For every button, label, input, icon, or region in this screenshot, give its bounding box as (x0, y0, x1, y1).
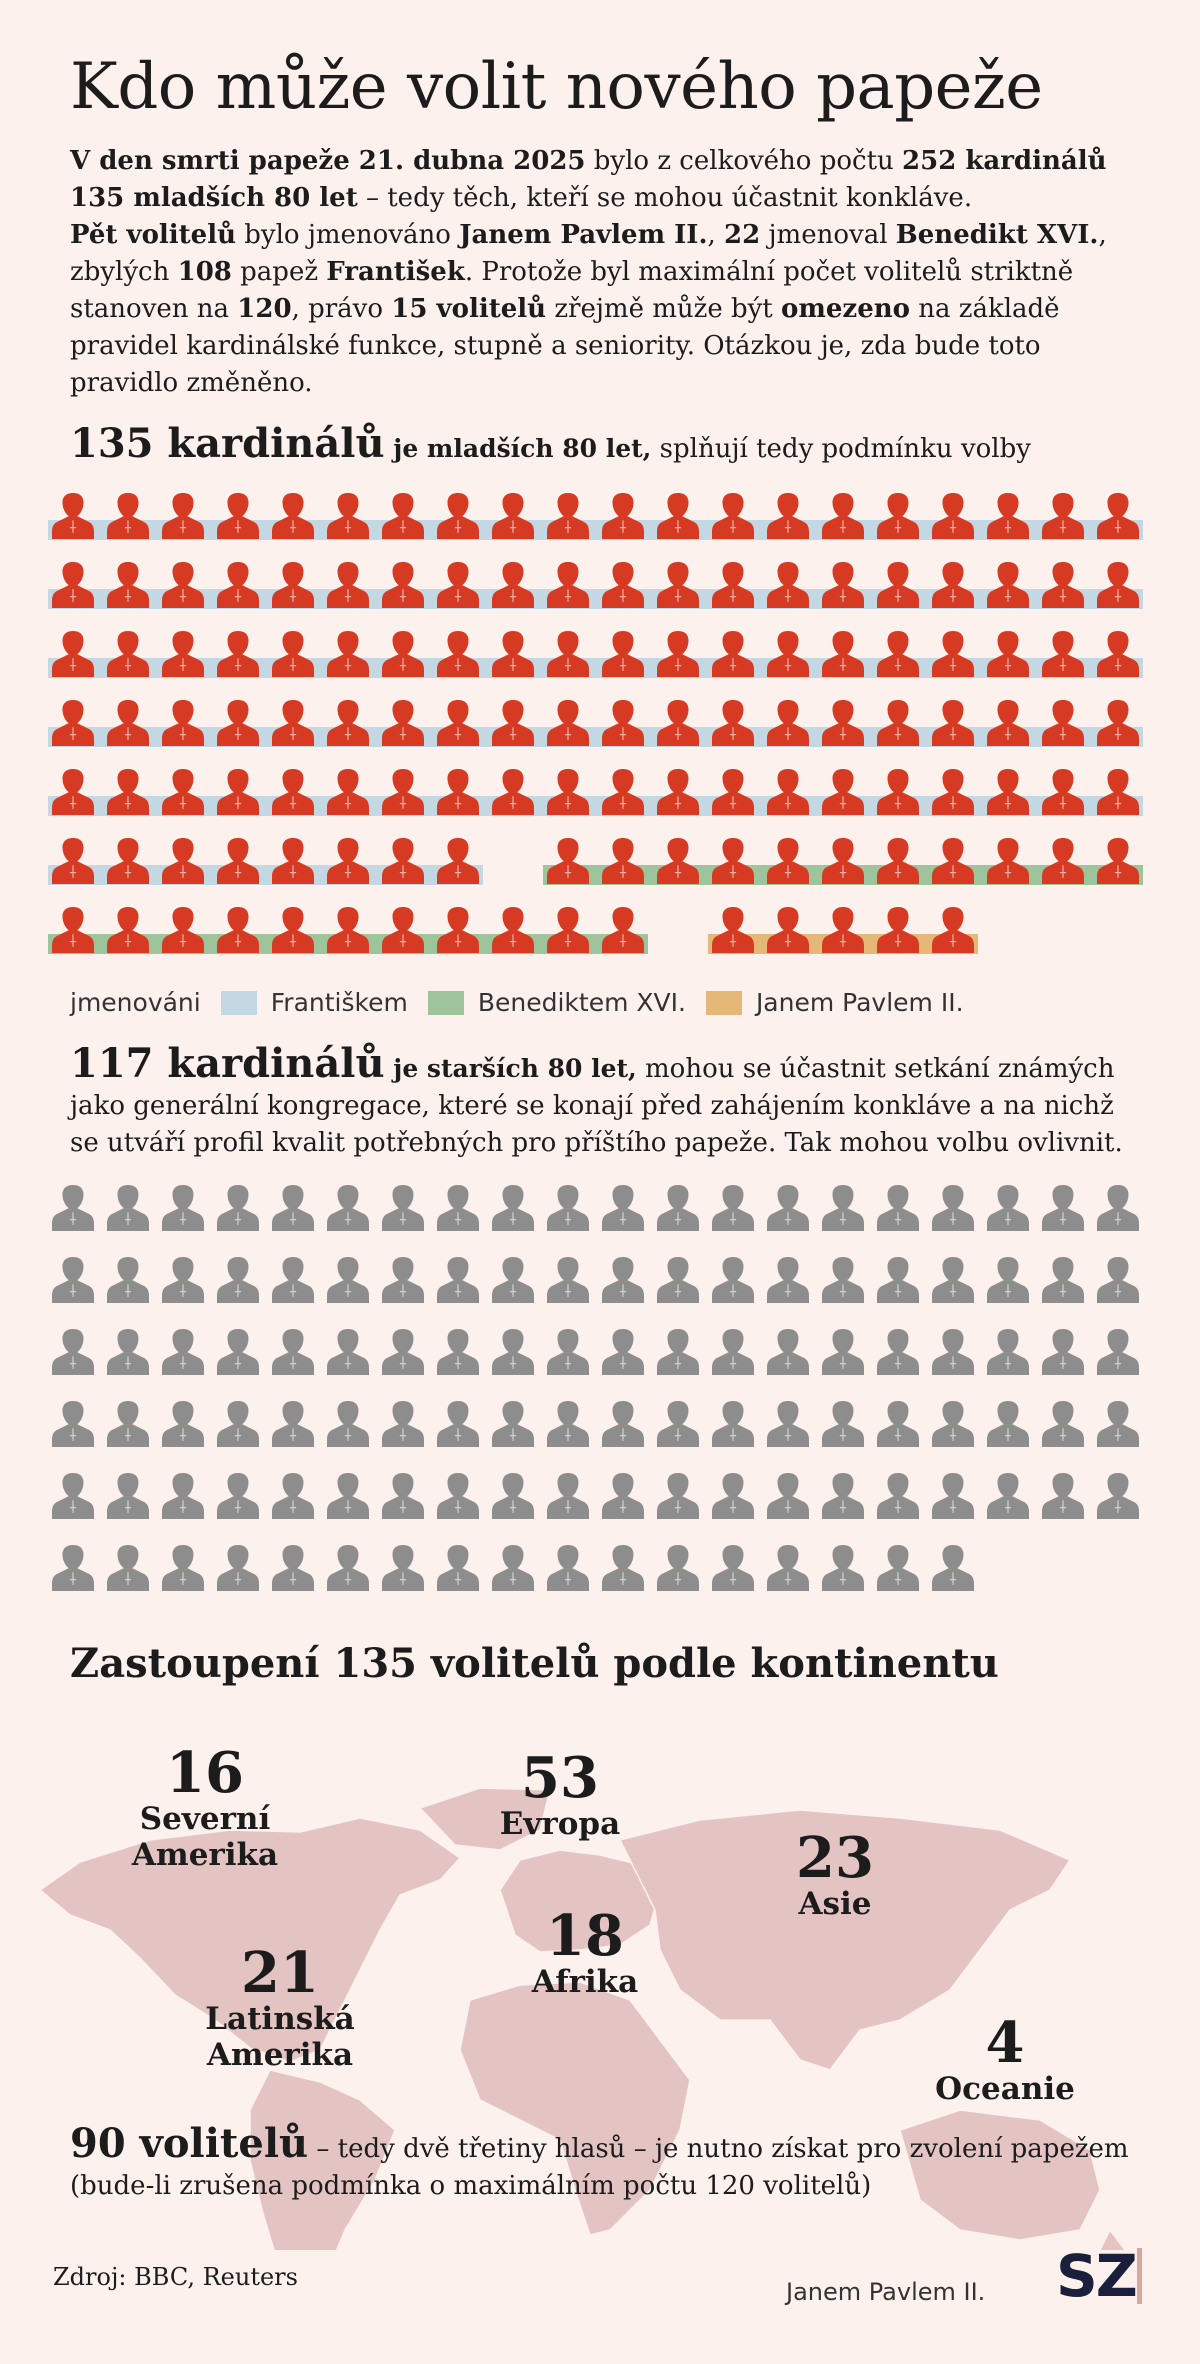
cardinal-figure (657, 838, 699, 884)
cardinal-figure (327, 907, 369, 953)
cardinal-figure (437, 1545, 479, 1591)
cardinal-figure (492, 1185, 534, 1231)
cardinal-figure (822, 1185, 864, 1231)
continent-label: Severní Amerika (131, 1801, 279, 1873)
cardinal-figure (767, 1401, 809, 1447)
cardinal-figure (107, 907, 149, 953)
cardinal-figure (877, 1401, 919, 1447)
cardinal-figure (602, 1185, 644, 1231)
cardinal-figure (272, 1185, 314, 1231)
cardinal-figure (877, 1257, 919, 1303)
cardinal-figure (382, 1401, 424, 1447)
appointment-band (48, 934, 648, 954)
legend-item-benedikt: Benediktem XVI. (428, 988, 686, 1017)
cardinal-figure (1042, 838, 1084, 884)
cardinal-figure (162, 1473, 204, 1519)
cardinal-figure (822, 769, 864, 815)
cardinal-figure (547, 700, 589, 746)
appointment-band (48, 589, 1143, 609)
cardinal-figure (217, 700, 259, 746)
cardinal-figure (547, 1185, 589, 1231)
cardinal-figure (547, 1329, 589, 1375)
cardinal-figure (492, 769, 534, 815)
cardinal-figure (1097, 1257, 1139, 1303)
continent-label: Evropa (499, 1806, 621, 1842)
cardinal-figure (822, 1329, 864, 1375)
cardinal-figure (107, 1257, 149, 1303)
cardinal-figure (492, 493, 534, 539)
cardinal-figure (602, 700, 644, 746)
cardinal-figure (217, 1401, 259, 1447)
majority-note: 90 volitelů – tedy dvě třetiny hlasů – je nutno získat pro zvolení papežem (bude-li zrušena podmínka o maximálním počtu 120 volitelů) (70, 2120, 1129, 2201)
cardinal-figure (272, 838, 314, 884)
cardinal-figure (1097, 631, 1139, 677)
cardinal-figure (327, 700, 369, 746)
cardinal-figure (327, 493, 369, 539)
cardinal-figure (162, 769, 204, 815)
cardinal-figure (437, 700, 479, 746)
cardinal-figure (107, 1473, 149, 1519)
cardinal-figure (657, 700, 699, 746)
cardinal-figure (1042, 631, 1084, 677)
cardinal-figure (712, 1185, 754, 1231)
cardinal-figure (712, 700, 754, 746)
cardinal-figure (272, 1545, 314, 1591)
cardinal-figure (437, 1329, 479, 1375)
source-note: Zdroj: BBC, Reuters (53, 2263, 298, 2291)
cardinal-figure (382, 838, 424, 884)
cardinal-figure (712, 1401, 754, 1447)
continent-oceania (925, 2010, 1085, 2107)
continent-count: 18 (546, 1903, 624, 1969)
cardinal-figure (272, 562, 314, 608)
cardinal-figure (52, 838, 94, 884)
appointment-band (708, 934, 978, 954)
cardinal-figure (492, 631, 534, 677)
cardinal-figure (767, 769, 809, 815)
cardinal-figure (382, 1473, 424, 1519)
cardinal-figure (877, 907, 919, 953)
cardinal-figure (822, 907, 864, 953)
cardinal-figure (1097, 562, 1139, 608)
cardinal-figure (547, 1401, 589, 1447)
cardinal-figure (382, 769, 424, 815)
cardinal-figure (327, 1545, 369, 1591)
cardinal-figure (877, 1329, 919, 1375)
cardinal-figure (877, 1185, 919, 1231)
continent-count: 4 (985, 2010, 1025, 2076)
cardinal-figure (1097, 700, 1139, 746)
cardinal-figure (657, 1401, 699, 1447)
cardinal-figure (712, 838, 754, 884)
cardinal-figure (932, 562, 974, 608)
cardinal-figure (602, 1401, 644, 1447)
cardinal-figure (1097, 838, 1139, 884)
appointment-legend (70, 988, 964, 1017)
page-title: Kdo může volit nového papeže (70, 50, 1043, 124)
cardinal-figure (767, 631, 809, 677)
cardinal-figure (932, 907, 974, 953)
cardinal-figure (987, 1473, 1029, 1519)
cardinal-figure (272, 1473, 314, 1519)
legend-swatch-benedikt (428, 991, 464, 1015)
cardinal-figure (162, 1329, 204, 1375)
cardinal-figure (382, 1545, 424, 1591)
cardinal-figure (712, 1473, 754, 1519)
cardinal-figure (657, 1257, 699, 1303)
cardinal-figure (107, 562, 149, 608)
cardinal-figure (107, 700, 149, 746)
cardinal-figure (382, 1329, 424, 1375)
cardinal-figure (657, 769, 699, 815)
cardinal-figure (987, 1329, 1029, 1375)
cardinal-figure (932, 1545, 974, 1591)
cardinal-figure (657, 1473, 699, 1519)
cardinal-figure (602, 838, 644, 884)
cardinal-figure (162, 1185, 204, 1231)
cardinal-figure (1097, 769, 1139, 815)
cardinal-figure (767, 1473, 809, 1519)
cardinal-figure (217, 562, 259, 608)
cardinal-figure (1042, 493, 1084, 539)
cardinal-figure (822, 1545, 864, 1591)
cardinal-figure (52, 562, 94, 608)
map-title: Zastoupení 135 volitelů podle kontinentu (70, 1640, 999, 1687)
cardinal-figure (547, 631, 589, 677)
cardinal-figure (932, 1257, 974, 1303)
cardinal-figure (107, 493, 149, 539)
cardinal-figure (272, 493, 314, 539)
cardinal-figure (547, 493, 589, 539)
cardinal-figure (987, 493, 1029, 539)
cardinal-figure (162, 838, 204, 884)
cardinal-figure (1042, 700, 1084, 746)
appointment-band (48, 520, 1143, 540)
cardinal-figure (932, 493, 974, 539)
cardinal-figure (602, 1473, 644, 1519)
cardinal-figure (657, 562, 699, 608)
cardinal-figure (217, 1329, 259, 1375)
cardinal-figure (382, 562, 424, 608)
cardinal-figure (602, 1329, 644, 1375)
cardinal-figure (877, 838, 919, 884)
cardinal-figure (1097, 1401, 1139, 1447)
cardinal-figure (657, 1185, 699, 1231)
cardinal-figure (987, 769, 1029, 815)
cardinal-figure (1042, 1185, 1084, 1231)
legend-swatch-frantisek (221, 991, 257, 1015)
cardinal-figure (547, 562, 589, 608)
cardinal-figure (657, 493, 699, 539)
cardinal-figure (1042, 769, 1084, 815)
appointment-band (543, 865, 1143, 885)
cardinal-figure (327, 1257, 369, 1303)
cardinal-figure (547, 1257, 589, 1303)
continent-count: 16 (166, 1740, 244, 1806)
cardinal-figure (1042, 1257, 1084, 1303)
cardinal-figure (492, 1401, 534, 1447)
cardinal-figure (987, 700, 1029, 746)
intro-paragraph: V den smrti papeže 21. dubna 2025 bylo z celkového počtu 252 kardinálů 135 mladších 80 let – tedy těch, kteří se mohou účastnit konkláve. Pět volitelů bylo jmenováno Janem Pavlem II., 22 jmenoval Benedikt XVI., zbylých 108 papež František. Protože byl maximální počet volitelů striktně stanoven na 120, právo 15 volitelů zřejmě může být omezeno na základě pravidel kardinálské funkce, stupně a seniority. Otázkou je, zda bude toto pravidlo změněno. (70, 146, 1107, 398)
cardinal-figure (492, 700, 534, 746)
cardinal-figure (822, 1401, 864, 1447)
appointment-band (48, 796, 1143, 816)
cardinal-figure (52, 1185, 94, 1231)
cardinal-figure (547, 907, 589, 953)
cardinal-figure (327, 769, 369, 815)
continent-latin-america (180, 1940, 380, 2073)
continent-label: Oceanie (935, 2071, 1075, 2107)
cardinal-figure (767, 700, 809, 746)
cardinal-figure (822, 493, 864, 539)
cardinal-figure (382, 493, 424, 539)
cardinal-figure (437, 838, 479, 884)
cardinal-figure (932, 838, 974, 884)
cardinal-figure (1097, 1185, 1139, 1231)
cardinal-figure (327, 1185, 369, 1231)
cardinal-figure (107, 1329, 149, 1375)
cardinal-figure (162, 493, 204, 539)
cardinal-figure (767, 1545, 809, 1591)
cardinal-figure (492, 907, 534, 953)
cardinal-figure (272, 769, 314, 815)
continent-count: 53 (521, 1745, 599, 1811)
cardinal-figure (492, 1329, 534, 1375)
cardinal-figure (932, 631, 974, 677)
cardinal-figure (327, 631, 369, 677)
cardinal-figure (52, 769, 94, 815)
cardinal-figure (162, 562, 204, 608)
cardinal-figure (822, 700, 864, 746)
cardinal-figure (327, 838, 369, 884)
appointment-band (48, 658, 1143, 678)
cardinal-figure (162, 1545, 204, 1591)
cardinal-figure (877, 1545, 919, 1591)
cardinal-figure (602, 769, 644, 815)
cardinal-figure (52, 1329, 94, 1375)
young-cardinals-heading: 135 kardinálů je mladších 80 let, splňují tedy podmínku volby (70, 420, 1031, 467)
cardinal-figure (437, 1185, 479, 1231)
legend-item-frantisek: Františkem (221, 988, 408, 1017)
legend-item-jan-pavel: Janem Pavlem II. (706, 988, 964, 1017)
cardinal-figure (437, 907, 479, 953)
cardinal-figure (162, 907, 204, 953)
cardinal-figure (162, 1401, 204, 1447)
continent-asia (765, 1825, 905, 1922)
cardinal-figure (712, 1257, 754, 1303)
cardinal-figure (877, 700, 919, 746)
continent-count: 23 (796, 1825, 874, 1891)
cardinal-figure (822, 1257, 864, 1303)
continent-label: Asie (798, 1886, 872, 1922)
cardinal-figure (437, 1401, 479, 1447)
cardinal-figure (1042, 562, 1084, 608)
cardinal-figure (382, 1257, 424, 1303)
cardinal-figure (272, 631, 314, 677)
cardinal-figure (272, 700, 314, 746)
cardinal-figure (52, 493, 94, 539)
cardinal-figure (327, 562, 369, 608)
cardinal-figure (987, 631, 1029, 677)
cardinal-figure (877, 493, 919, 539)
legend-swatch-jan-pavel (706, 991, 742, 1015)
cardinal-figure (52, 1473, 94, 1519)
cardinal-figure (52, 907, 94, 953)
cardinal-figure (547, 838, 589, 884)
cardinal-figure (217, 1185, 259, 1231)
cardinal-figure (217, 631, 259, 677)
cardinal-figure (217, 769, 259, 815)
cardinal-figure (107, 769, 149, 815)
cardinal-figure (547, 1473, 589, 1519)
cardinal-figure (712, 562, 754, 608)
cardinal-figure (987, 1185, 1029, 1231)
cardinal-figure (657, 1545, 699, 1591)
cardinal-figure (437, 769, 479, 815)
cardinal-figure (217, 907, 259, 953)
cardinal-figure (162, 631, 204, 677)
cardinal-figure (217, 493, 259, 539)
cardinal-figure (217, 1473, 259, 1519)
cardinal-figure (602, 631, 644, 677)
cardinal-figure (767, 562, 809, 608)
cardinal-figure (437, 1257, 479, 1303)
cardinal-figure (932, 1473, 974, 1519)
cardinal-figure (712, 769, 754, 815)
cardinal-figure (1042, 1329, 1084, 1375)
cardinal-figure (437, 493, 479, 539)
cardinal-figure (217, 838, 259, 884)
cardinal-figure (987, 838, 1029, 884)
cardinal-figure (712, 631, 754, 677)
cardinal-figure (1042, 1401, 1084, 1447)
continent-label: Latinská Amerika (205, 2001, 355, 2073)
cardinal-figure (437, 631, 479, 677)
cardinal-figure (327, 1401, 369, 1447)
cardinal-figure (327, 1473, 369, 1519)
cardinal-figure (712, 1329, 754, 1375)
cardinal-figure (822, 838, 864, 884)
cardinal-figure (107, 1401, 149, 1447)
cardinal-figure (492, 1257, 534, 1303)
cardinal-figure (547, 769, 589, 815)
cardinal-figure (932, 1185, 974, 1231)
cardinal-figure (272, 1257, 314, 1303)
cardinal-figure (382, 631, 424, 677)
cardinal-figure (1042, 1473, 1084, 1519)
cardinal-figure (52, 700, 94, 746)
cardinal-figure (657, 631, 699, 677)
cardinal-figure (822, 1473, 864, 1519)
appointment-band (48, 727, 1143, 747)
cardinal-figure (767, 1185, 809, 1231)
cardinal-figure (602, 1257, 644, 1303)
cardinal-figure (272, 1329, 314, 1375)
cardinal-figure (437, 1473, 479, 1519)
cardinal-figure (272, 907, 314, 953)
cardinal-figure (877, 562, 919, 608)
sz-logo: SZ (1056, 2242, 1136, 2310)
cardinal-figure (107, 1185, 149, 1231)
cardinal-figure (382, 1185, 424, 1231)
continent-europe (475, 1745, 645, 1842)
cardinal-figure (492, 1473, 534, 1519)
cardinal-figure (712, 907, 754, 953)
cardinal-figure (382, 700, 424, 746)
cardinal-figure (602, 493, 644, 539)
cardinal-figure (1097, 493, 1139, 539)
credit-note: Janem Pavlem II. (786, 2278, 986, 2306)
cardinal-figure (987, 1401, 1029, 1447)
cardinal-figure (822, 631, 864, 677)
cardinal-figure (877, 769, 919, 815)
cardinal-figure (107, 631, 149, 677)
continent-label: Afrika (531, 1964, 639, 2000)
cardinal-figure (932, 700, 974, 746)
cardinal-figure (382, 907, 424, 953)
cardinal-figure (162, 700, 204, 746)
cardinal-figure (767, 1257, 809, 1303)
cardinal-figure (217, 1545, 259, 1591)
cardinal-figure (1097, 1473, 1139, 1519)
cardinal-figure (767, 1329, 809, 1375)
cardinal-figure (602, 907, 644, 953)
cardinal-figure (767, 838, 809, 884)
cardinal-figure (162, 1257, 204, 1303)
cardinal-figure (602, 562, 644, 608)
legend-label: jmenováni (70, 988, 201, 1017)
cardinal-figure (52, 631, 94, 677)
cardinal-figure (602, 1545, 644, 1591)
appointment-band (48, 865, 483, 885)
continent-north-america (120, 1740, 290, 1873)
cardinal-figure (657, 1329, 699, 1375)
cardinal-figure (52, 1401, 94, 1447)
cardinal-figure (492, 1545, 534, 1591)
cardinal-figure (492, 562, 534, 608)
continent-africa (515, 1903, 655, 2000)
cardinal-figure (437, 562, 479, 608)
cardinal-figure (987, 562, 1029, 608)
cardinal-figure (987, 1257, 1029, 1303)
cardinal-figure (877, 1473, 919, 1519)
continent-count: 21 (241, 1940, 319, 2006)
cardinal-figure (767, 493, 809, 539)
cardinal-figure (712, 1545, 754, 1591)
cardinal-figure (547, 1545, 589, 1591)
cardinal-figure (1097, 1329, 1139, 1375)
cardinal-figure (712, 493, 754, 539)
cardinal-figure (272, 1401, 314, 1447)
cardinal-figure (52, 1257, 94, 1303)
cardinal-figure (877, 631, 919, 677)
cardinal-figure (822, 562, 864, 608)
cardinal-figure (52, 1545, 94, 1591)
cardinal-figure (327, 1329, 369, 1375)
cardinal-figure (767, 907, 809, 953)
cardinal-figure (932, 1329, 974, 1375)
cardinal-figure (107, 838, 149, 884)
old-cardinals-heading: 117 kardinálů je starších 80 let, mohou se účastnit setkání známých jako generální kongregace, které se konají před zahájením konkláve a na nichž se utváří profil kvalit potřebných pro příštího papeže. Tak mohou volbu ovlivnit. (70, 1040, 1123, 1158)
cardinal-figure (217, 1257, 259, 1303)
logo-bar (1137, 2248, 1142, 2304)
cardinal-figure (932, 769, 974, 815)
cardinal-figure (107, 1545, 149, 1591)
cardinal-figure (932, 1401, 974, 1447)
